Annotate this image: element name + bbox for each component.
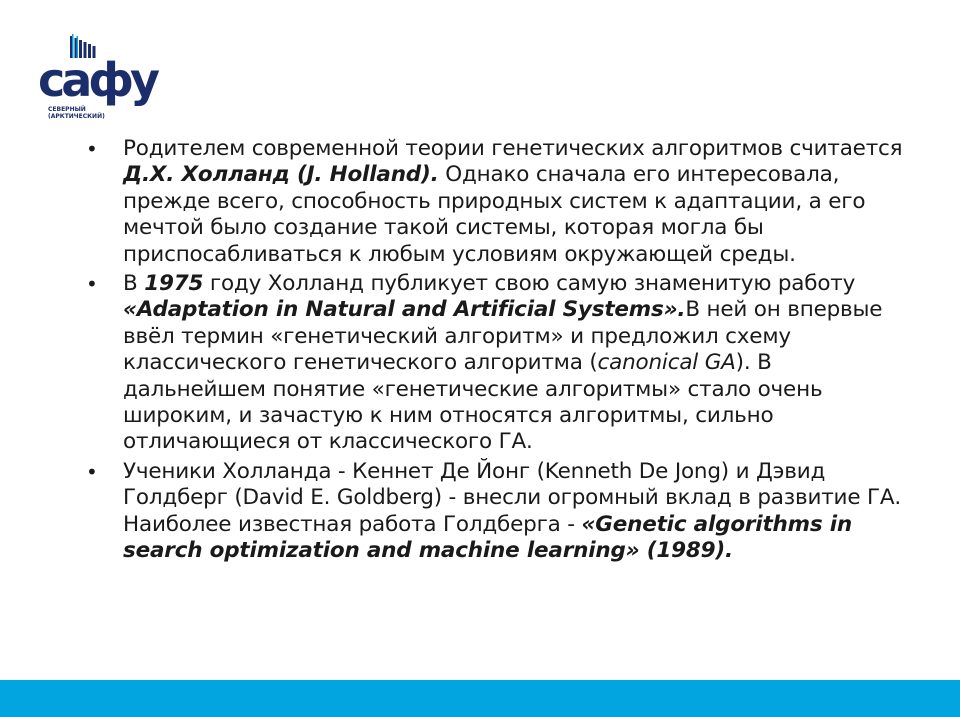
- bullet-item-students: [84, 459, 914, 565]
- bullet-item-1975: [84, 271, 914, 456]
- bullet-emphasis: «Genetic algorithms in search optimization and machine learning» (1989).: [123, 511, 853, 564]
- bullet-text: году Холланд публикует свою самую знаменитую работу: [203, 271, 856, 297]
- bullet-icon: •: [86, 272, 98, 297]
- bullet-icon: •: [86, 459, 98, 484]
- university-logo: [36, 34, 156, 134]
- bullet-text: Ученики Холланда - Кеннет Де Йонг (Kenneth De Jong) и Дэвид Голдберг (David E. Goldberg) - внесли огромный вклад в развитие ГА. Наиболее известная работа Голдберга -: [123, 458, 902, 537]
- logo-subtitle: [48, 106, 105, 120]
- bullet-italic: canonical GA: [597, 350, 736, 376]
- bullet-text: Родителем современной теории генетических алгоритмов считается: [123, 136, 903, 161]
- bullet-text: В: [123, 271, 145, 297]
- bullet-emphasis: 1975: [144, 271, 204, 297]
- bullet-list: [84, 136, 914, 565]
- bullet-icon: •: [86, 137, 98, 161]
- logo-subtitle-line2: (АРКТИЧЕСКИЙ): [48, 113, 105, 120]
- bullet-emphasis: «Adaptation in Natural and Artificial Systems».: [123, 297, 686, 323]
- footer-bar: [0, 680, 960, 717]
- slide-content: [84, 136, 914, 568]
- bullet-text: Однако сначала его интересовала, прежде всего, способность природных систем к адаптации, а его мечтой было создание такой системы, которая могла бы приспосабливаться к любым условиям окружающей среды.: [123, 162, 866, 267]
- bullet-text: ). В дальнейшем понятие «генетические алгоритмы» стало очень широким, и зачастую к ним относятся алгоритмы, сильно отличающиеся от классического ГА.: [123, 350, 823, 455]
- bullet-text: В ней он впервые ввёл термин «генетический алгоритм» и предложил схему классического генетического алгоритма (: [123, 297, 883, 376]
- logo-wordmark: сафу: [38, 53, 156, 107]
- logo-mark-icon: [36, 34, 156, 107]
- bullet-item-holland: [84, 136, 914, 268]
- bullet-emphasis: Д.Х. Холланд (J. Holland).: [123, 162, 439, 188]
- logo-subtitle-line1: СЕВЕРНЫЙ: [48, 106, 86, 113]
